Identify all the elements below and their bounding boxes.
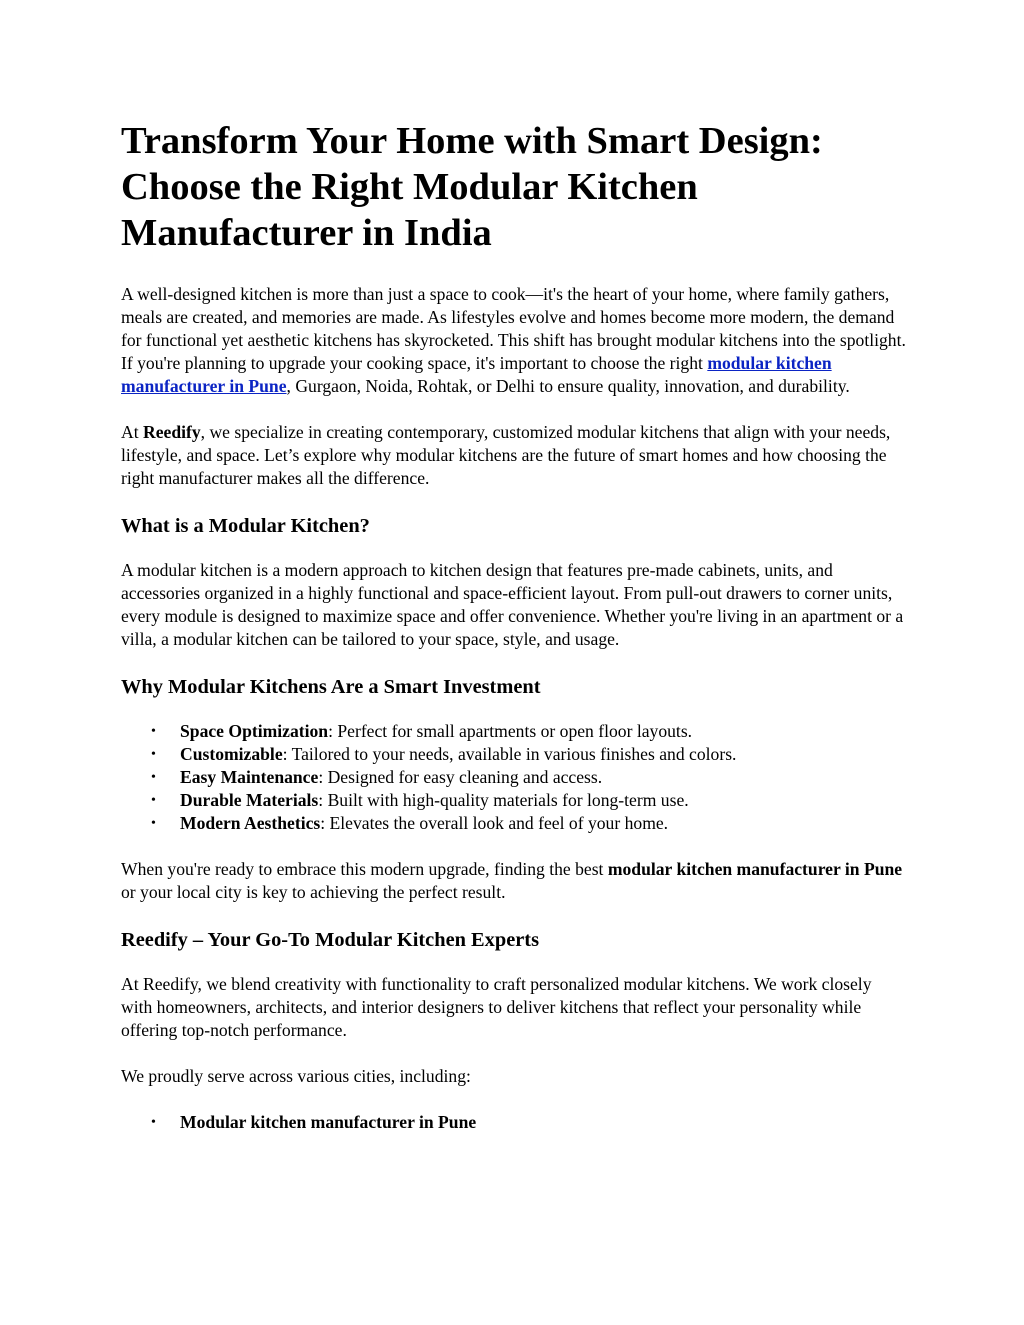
benefit-desc: : Perfect for small apartments or open floor layouts. <box>328 721 693 741</box>
modular-kitchen-pune-link[interactable]: modular kitchen manufacturer in Pune <box>121 353 832 396</box>
list-item <box>151 1111 906 1134</box>
bullet-icon: • <box>151 793 156 808</box>
document-title: Transform Your Home with Smart Design: Choose the Right Modular Kitchen Manufacturer in India <box>121 120 823 254</box>
bullet-icon: • <box>151 1115 156 1130</box>
about-text: , we specialize in creating contemporary, customized modular kitchens that align with your needs, lifestyle, and space. Let’s explore why modular kitchens are the future of smart homes and how choosing the right manufacturer makes all the difference. <box>121 422 891 488</box>
closing-bold: modular kitchen manufacturer in Pune <box>607 859 903 879</box>
list-item <box>151 743 906 766</box>
why-heading: Why Modular Kitchens Are a Smart Investment <box>121 676 541 698</box>
bullet-icon: • <box>151 816 156 831</box>
what-paragraph: A modular kitchen is a modern approach to kitchen design that features pre-made cabinets, units, and accessories organized in a highly functional and space-efficient layout. From pull-out drawers to corner units, every module is designed to maximize space and offer convenience. Whether you're living in an apartment or a villa, a modular kitchen can be tailored to your space, style, and usage. <box>121 560 904 649</box>
about-prefix: At <box>121 422 143 442</box>
benefit-term: Modern Aesthetics <box>180 813 321 833</box>
cities-list <box>121 1111 906 1134</box>
reedify-paragraph: At Reedify, we blend creativity with functionality to craft personalized modular kitchens. We work closely with homeowners, architects, and interior designers to deliver kitchens that reflect your personality while offering top-notch performance. <box>121 974 872 1040</box>
closing-paragraph <box>121 858 906 904</box>
intro-text-start: A well-designed kitchen is more than just a space to cook—it's the heart of your home, where family gathers, meals are created, and memories are made. As lifestyles evolve and homes become more modern, the demand for functional yet aesthetic kitchens has skyrocketed. This shift has brought modular kitchens into the spotlight. If you're planning to upgrade your cooking space, it's important to choose the right <box>121 284 906 373</box>
benefit-desc: : Built with high-quality materials for long-term use. <box>318 790 689 810</box>
bullet-icon: • <box>151 747 156 762</box>
closing-text-end: or your local city is key to achieving the perfect result. <box>121 882 506 902</box>
what-heading: What is a Modular Kitchen? <box>121 515 370 537</box>
intro-paragraph <box>121 283 906 398</box>
list-item <box>151 789 906 812</box>
bullet-icon: • <box>151 770 156 785</box>
reedify-heading: Reedify – Your Go-To Modular Kitchen Experts <box>121 929 540 951</box>
benefit-desc: : Elevates the overall look and feel of your home. <box>320 813 669 833</box>
list-item <box>151 766 906 789</box>
intro-text-end: , Gurgaon, Noida, Rohtak, or Delhi to ensure quality, innovation, and durability. <box>286 376 850 396</box>
benefit-desc: : Designed for easy cleaning and access. <box>318 767 603 787</box>
list-item <box>151 720 906 743</box>
benefit-term: Customizable <box>180 744 283 764</box>
document-page <box>121 118 906 1157</box>
city-item: Modular kitchen manufacturer in Pune <box>180 1112 477 1132</box>
list-item <box>151 812 906 835</box>
benefit-term: Space Optimization <box>180 721 329 741</box>
benefit-term: Easy Maintenance <box>180 767 319 787</box>
benefits-list <box>121 720 906 835</box>
brand-name: Reedify <box>143 422 201 442</box>
benefit-term: Durable Materials <box>180 790 319 810</box>
cities-intro: We proudly serve across various cities, including: <box>121 1066 471 1086</box>
closing-text-start: When you're ready to embrace this modern upgrade, finding the best <box>121 859 608 879</box>
bullet-icon: • <box>151 724 156 739</box>
about-paragraph <box>121 421 906 490</box>
benefit-desc: : Tailored to your needs, available in various finishes and colors. <box>282 744 737 764</box>
